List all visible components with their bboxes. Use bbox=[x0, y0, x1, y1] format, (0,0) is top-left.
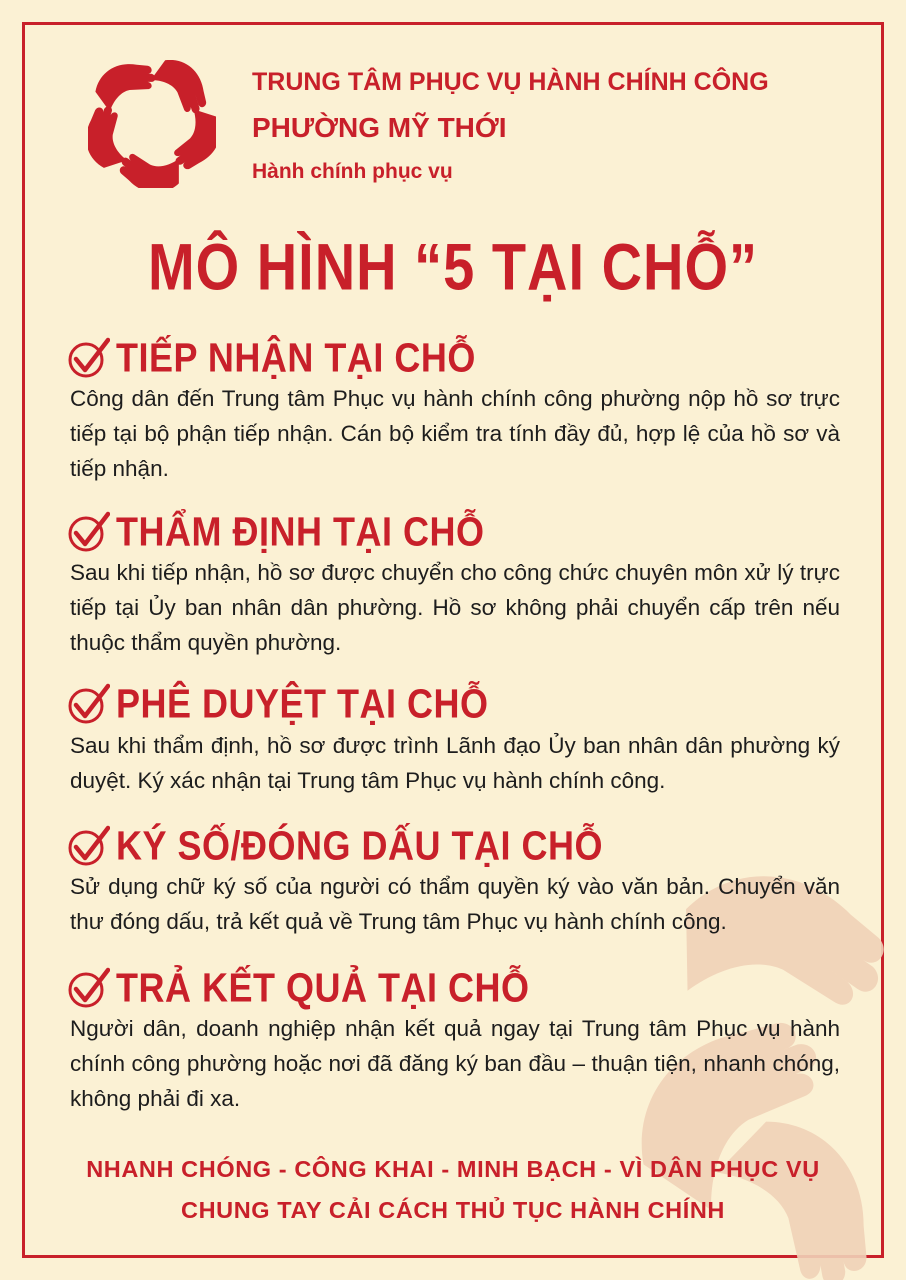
section-1-title: TIẾP NHẬN TẠI CHỖ bbox=[116, 334, 476, 381]
check-circle-icon bbox=[66, 966, 110, 1010]
section-3-header bbox=[66, 680, 489, 728]
section-4-header bbox=[66, 822, 603, 870]
check-circle-icon bbox=[66, 682, 110, 726]
org-name-line1: TRUNG TÂM PHỤC VỤ HÀNH CHÍNH CÔNG bbox=[252, 68, 769, 96]
section-2-body: Sau khi tiếp nhận, hồ sơ được chuyển cho công chức chuyên môn xử lý trực tiếp tại Ủy ban nhân dân phường. Hồ sơ không phải chuyển cấp trên nếu thuộc thẩm quyền phường. bbox=[70, 560, 840, 655]
section-3-body: Sau khi thẩm định, hồ sơ được trình Lãnh đạo Ủy ban nhân dân phường ký duyệt. Ký xác nhận tại Trung tâm Phục vụ hành chính công. bbox=[70, 733, 840, 793]
slogan-line1: NHANH CHÓNG - CÔNG KHAI - MINH BẠCH - VÌ DÂN PHỤC VỤ bbox=[86, 1156, 820, 1182]
five-hands-star-logo bbox=[88, 60, 216, 188]
section-4-body: Sử dụng chữ ký số của người có thẩm quyền ký vào văn bản. Chuyển văn thư đóng dấu, trả kết quả về Trung tâm Phục vụ hành chính công. bbox=[70, 874, 840, 934]
section-4-title: KÝ SỐ/ĐÓNG DẤU TẠI CHỖ bbox=[116, 822, 604, 869]
section-2-title: THẨM ĐỊNH TẠI CHỖ bbox=[116, 508, 485, 555]
org-tagline: Hành chính phục vụ bbox=[252, 160, 453, 183]
poster-title: MÔ HÌNH “5 TẠI CHỖ” bbox=[147, 229, 759, 304]
org-name-line2: PHƯỜNG MỸ THỚI bbox=[252, 112, 507, 143]
check-circle-icon bbox=[66, 510, 110, 554]
section-5-header bbox=[66, 964, 529, 1012]
section-5-title: TRẢ KẾT QUẢ TẠI CHỖ bbox=[116, 964, 530, 1011]
section-1-body: Công dân đến Trung tâm Phục vụ hành chính công phường nộp hồ sơ trực tiếp tại bộ phận tiếp nhận. Cán bộ kiểm tra tính đầy đủ, hợp lệ của hồ sơ và tiếp nhận. bbox=[70, 386, 840, 481]
section-5-body: Người dân, doanh nghiệp nhận kết quả ngay tại Trung tâm Phục vụ hành chính công phường hoặc nơi đã đăng ký ban đầu – thuận tiện, nhanh chóng, không phải đi xa. bbox=[70, 1016, 840, 1111]
section-2-header bbox=[66, 508, 484, 556]
check-circle-icon bbox=[66, 824, 110, 868]
section-3-title: PHÊ DUYỆT TẠI CHỖ bbox=[116, 680, 489, 727]
check-circle-icon bbox=[66, 336, 110, 380]
section-1-header bbox=[66, 334, 476, 382]
slogan-line2: CHUNG TAY CẢI CÁCH THỦ TỤC HÀNH CHÍNH bbox=[181, 1197, 725, 1223]
